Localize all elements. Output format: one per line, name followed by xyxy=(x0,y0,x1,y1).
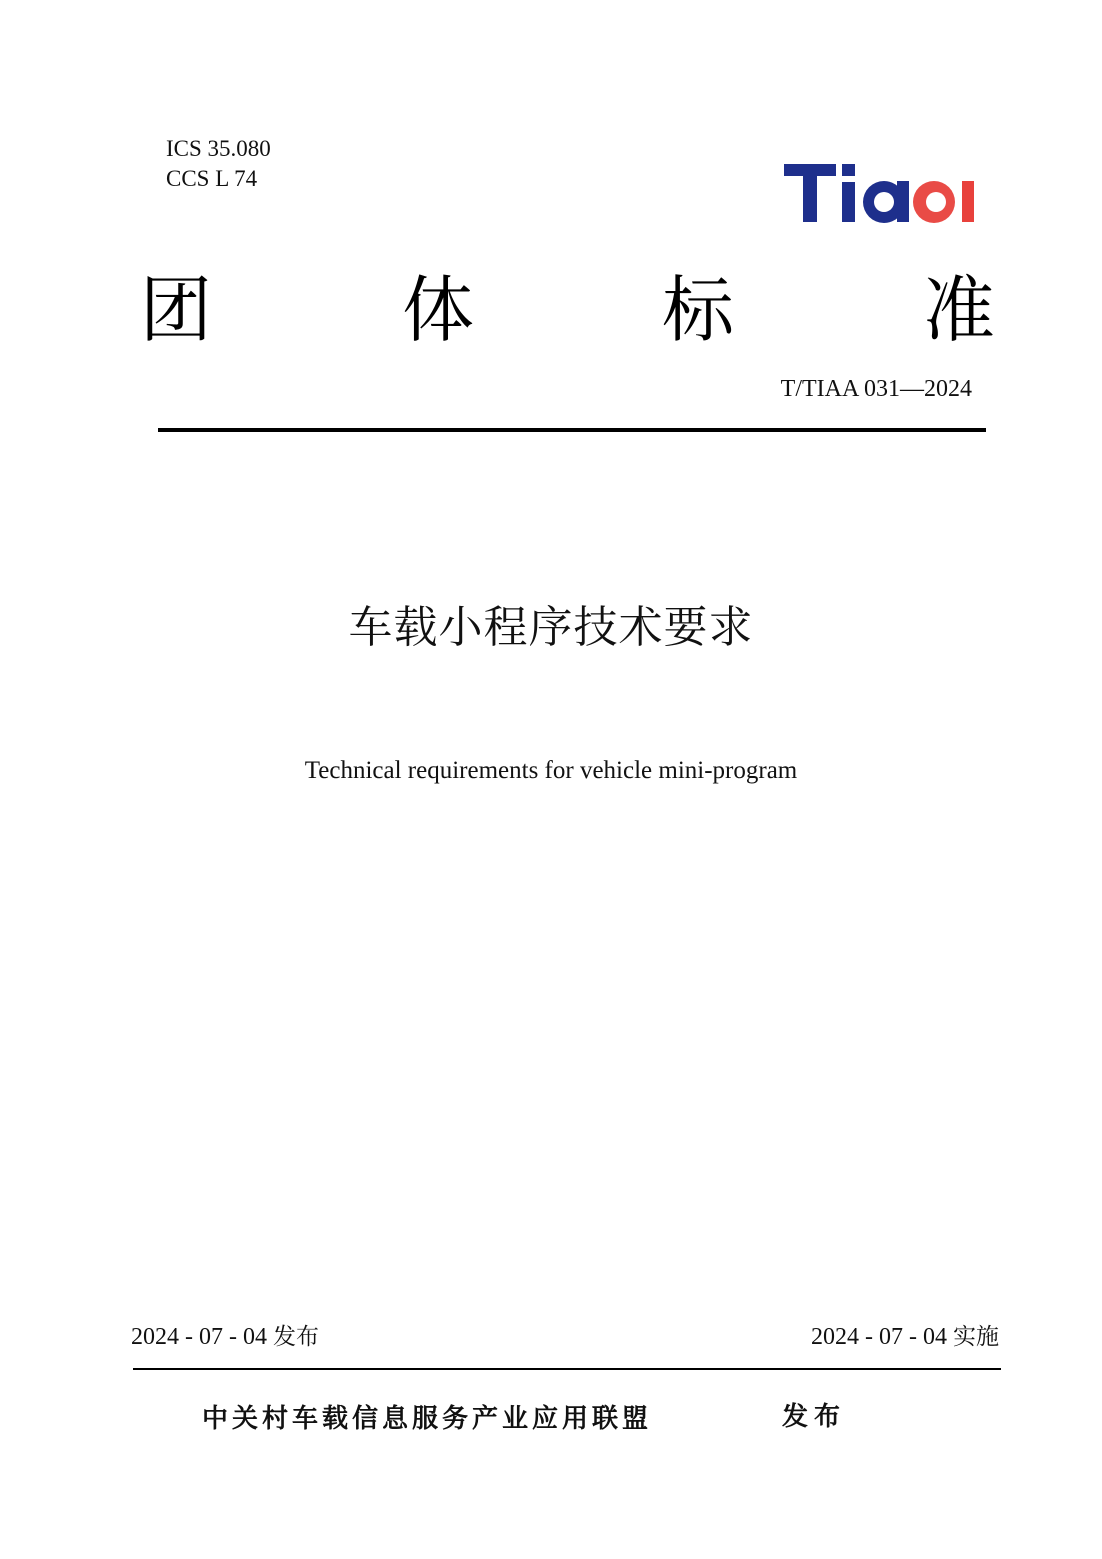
title-chinese: 车载小程序技术要求 xyxy=(348,602,754,653)
logo-i-dot xyxy=(842,164,855,176)
top-divider xyxy=(158,428,986,432)
publisher-suffix: 发布 xyxy=(782,1402,847,1432)
publish-date-value: 2024 - 07 - 04 xyxy=(131,1324,267,1350)
logo-a1-counter xyxy=(874,192,894,212)
ics-code: ICS 35.080 xyxy=(166,136,271,161)
standard-number: T/TIAA 031—2024 xyxy=(780,376,972,402)
tiaa-logo xyxy=(780,158,980,228)
implement-date xyxy=(811,1322,999,1352)
title-english: Technical requirements for vehicle mini-program xyxy=(304,757,798,784)
implement-date-label: 实施 xyxy=(953,1324,999,1350)
publish-date-label: 发布 xyxy=(272,1324,319,1350)
heading-char-3: 标 xyxy=(662,268,735,352)
logo-a1-stem xyxy=(897,181,909,222)
publisher-name: 中关村车载信息服务产业应用联盟 xyxy=(202,1404,653,1434)
ccs-code: CCS L 74 xyxy=(166,166,258,191)
implement-date-value: 2024 - 07 - 04 xyxy=(811,1324,947,1350)
bottom-divider xyxy=(133,1368,1001,1370)
heading-char-2: 体 xyxy=(402,268,475,352)
heading-char-4: 准 xyxy=(923,268,996,352)
publish-date xyxy=(131,1322,319,1352)
logo-a2-counter xyxy=(926,192,946,212)
logo-t-stem xyxy=(803,164,817,222)
logo-i-stem xyxy=(842,182,855,222)
logo-a2-stem xyxy=(962,181,974,222)
heading-char-1: 团 xyxy=(140,268,213,352)
